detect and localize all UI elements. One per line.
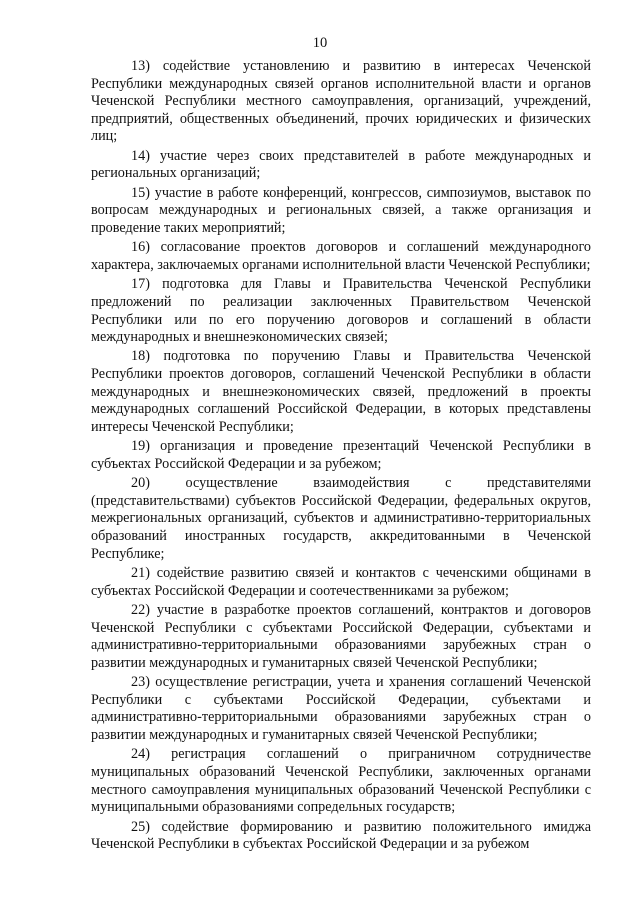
- list-item-14: 14) участие через своих представителей в работе международных и региональных организаций;: [91, 147, 591, 182]
- document-body: [91, 58, 591, 855]
- list-item-20: 20) осуществление взаимодействия с представителями (представительствами) субъектов Российской Федерации, федеральных округов, межрегиональных организаций, субъектов и административно-территориальных образований иностранных государств, аккредитованными в Чеченской Республике;: [91, 475, 591, 562]
- list-item-21: 21) содействие развитию связей и контактов с чеченскими общинами в субъектах Российской Федерации и соотечественниками за рубежом;: [91, 565, 591, 599]
- list-item-13: 13) содействие установлению и развитию в интересах Чеченской Республики международных связей органов исполнительной власти и органов Чеченской Республики местного самоуправления, организаций, учреждений, предприятий, общественных объединений, прочих юридических и физических лиц;: [91, 58, 591, 145]
- list-item-16: 16) согласование проектов договоров и соглашений международного характера, заключаемых органами исполнительной власти Чеченской Республики;: [91, 239, 591, 273]
- list-item-18: 18) подготовка по поручению Главы и Правительства Чеченской Республики проектов договоров, соглашений Чеченской Республики в области международных и внешнеэкономических связей, предложений в проекты международных соглашений Российской Федерации, в которых представлены интересы Чеченской Республики;: [91, 348, 591, 435]
- list-item-19: 19) организация и проведение презентаций Чеченской Республики в субъектах Российской Федерации и за рубежом;: [91, 438, 591, 472]
- list-item-17: 17) подготовка для Главы и Правительства Чеченской Республики предложений по реализации заключенных Правительством Чеченской Республики или по его поручению договоров и соглашений в области международных и внешнеэкономических связей;: [91, 276, 591, 346]
- list-item-23: 23) осуществление регистрации, учета и хранения соглашений Чеченской Республики с субъектами Российской Федерации, субъектами и административно-территориальными образованиями зарубежных стран о развитии международных и гуманитарных связей Чеченской Республики;: [91, 674, 591, 743]
- page-number: 10: [312, 35, 328, 51]
- list-item-22: 22) участие в разработке проектов соглашений, контрактов и договоров Чеченской Республики с субъектами Российской Федерации, субъектами и административно-территориальными образованиями зарубежных стран о развитии международных и гуманитарных связей Чеченской Республики;: [91, 601, 591, 671]
- list-item-24: 24) регистрация соглашений о приграничном сотрудничестве муниципальных образований Чеченской Республики, заключенных органами местного самоуправления муниципальных образований Чеченской Республики с муниципальными образованиями сопредельных государств;: [91, 746, 591, 816]
- list-item-25: 25) содействие формированию и развитию положительного имиджа Чеченской Республики в субъектах Российской Федерации и за рубежом: [91, 818, 591, 853]
- list-item-15: 15) участие в работе конференций, конгрессов, симпозиумов, выставок по вопросам международных и региональных связей, а также организация и проведение таких мероприятий;: [91, 184, 591, 236]
